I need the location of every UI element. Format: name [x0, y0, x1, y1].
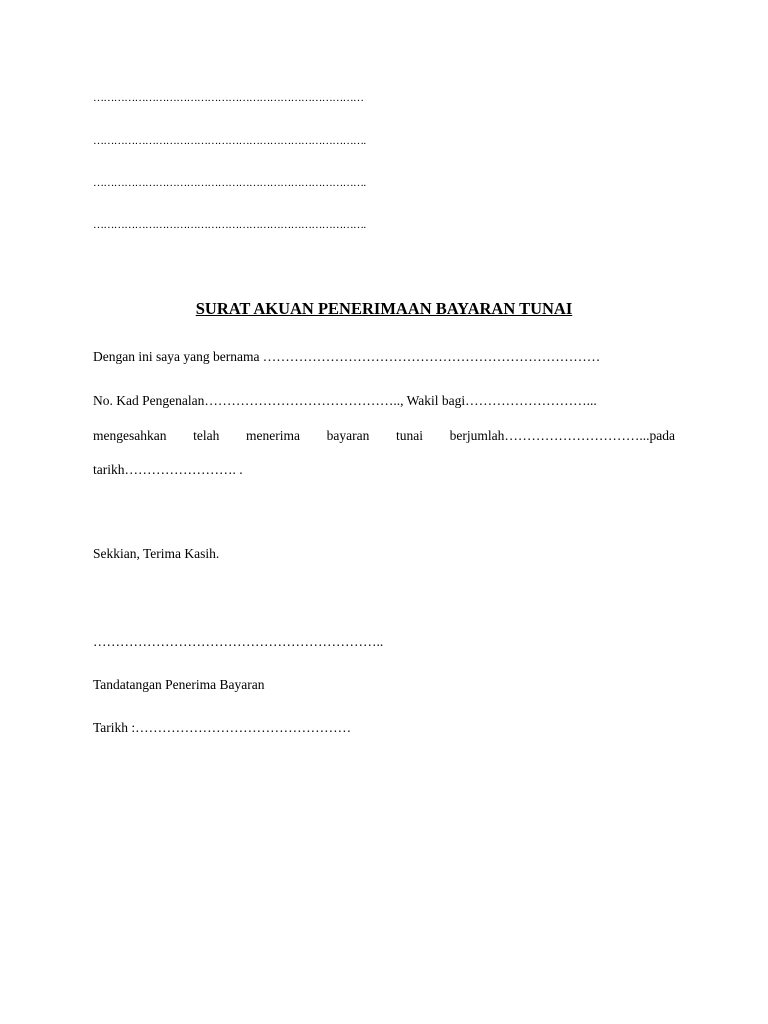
address-line-1: ……………………………………………………………………: [93, 92, 364, 104]
address-line-3: …………………………………………………………………….: [93, 177, 366, 189]
address-line-2: …………………………………………………………………….: [93, 135, 366, 147]
closing-text: Sekkian, Terima Kasih.: [93, 546, 220, 561]
address-line-4: …………………………………………………………………….: [93, 219, 366, 231]
body-line-date: tarikh……………………. .: [93, 462, 243, 477]
body-line-ic: No. Kad Pengenalan…………………………………….., Wakil bagi………………………...: [93, 393, 597, 408]
signature-label: Tandatangan Penerima Bayaran: [93, 677, 265, 692]
body-line-amount: mengesahkan telah menerima bayaran tunai berjumlah…………………………...pada: [93, 428, 675, 443]
body-line-name: Dengan ini saya yang bernama …………………………………………………………………: [93, 349, 601, 364]
document-title: SURAT AKUAN PENERIMAAN BAYARAN TUNAI: [195, 299, 573, 318]
signature-line: ………………………………………………………..: [93, 634, 384, 649]
signature-date: Tarikh :…………………………………………: [93, 720, 352, 735]
